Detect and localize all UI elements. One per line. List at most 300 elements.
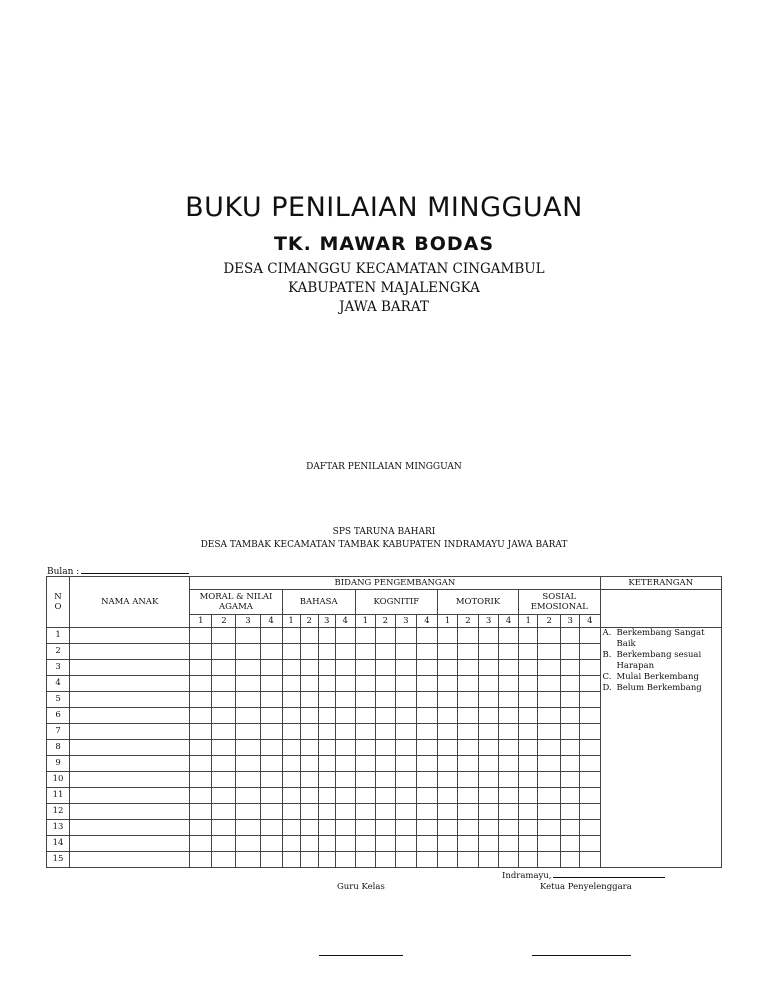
score-cell[interactable] — [416, 660, 437, 676]
score-cell[interactable] — [236, 804, 260, 820]
score-cell[interactable] — [335, 756, 355, 772]
score-cell[interactable] — [538, 740, 561, 756]
score-cell[interactable] — [479, 724, 499, 740]
score-cell[interactable] — [561, 724, 580, 740]
score-cell[interactable] — [395, 788, 416, 804]
score-cell[interactable] — [437, 644, 457, 660]
score-cell[interactable] — [416, 676, 437, 692]
score-cell[interactable] — [561, 820, 580, 836]
score-cell[interactable] — [499, 692, 519, 708]
score-cell[interactable] — [580, 724, 600, 740]
score-cell[interactable] — [236, 852, 260, 868]
score-cell[interactable] — [437, 708, 457, 724]
score-cell[interactable] — [375, 676, 395, 692]
score-cell[interactable] — [190, 692, 212, 708]
score-cell[interactable] — [416, 740, 437, 756]
score-cell[interactable] — [519, 788, 538, 804]
score-cell[interactable] — [282, 852, 300, 868]
score-cell[interactable] — [300, 628, 318, 644]
score-cell[interactable] — [318, 852, 335, 868]
score-cell[interactable] — [479, 852, 499, 868]
score-cell[interactable] — [282, 676, 300, 692]
score-cell[interactable] — [300, 708, 318, 724]
score-cell[interactable] — [457, 788, 478, 804]
child-name-cell[interactable] — [70, 692, 190, 708]
score-cell[interactable] — [355, 740, 375, 756]
score-cell[interactable] — [190, 772, 212, 788]
score-cell[interactable] — [457, 692, 478, 708]
score-cell[interactable] — [561, 772, 580, 788]
score-cell[interactable] — [318, 628, 335, 644]
score-cell[interactable] — [519, 820, 538, 836]
score-cell[interactable] — [561, 708, 580, 724]
child-name-cell[interactable] — [70, 708, 190, 724]
score-cell[interactable] — [282, 772, 300, 788]
score-cell[interactable] — [190, 852, 212, 868]
score-cell[interactable] — [580, 692, 600, 708]
score-cell[interactable] — [561, 740, 580, 756]
date-blank[interactable] — [553, 869, 665, 878]
score-cell[interactable] — [580, 644, 600, 660]
score-cell[interactable] — [260, 692, 282, 708]
score-cell[interactable] — [236, 628, 260, 644]
score-cell[interactable] — [561, 836, 580, 852]
score-cell[interactable] — [499, 788, 519, 804]
score-cell[interactable] — [375, 820, 395, 836]
score-cell[interactable] — [437, 660, 457, 676]
score-cell[interactable] — [416, 820, 437, 836]
score-cell[interactable] — [282, 644, 300, 660]
score-cell[interactable] — [260, 644, 282, 660]
score-cell[interactable] — [538, 724, 561, 740]
score-cell[interactable] — [538, 804, 561, 820]
score-cell[interactable] — [538, 708, 561, 724]
score-cell[interactable] — [236, 836, 260, 852]
score-cell[interactable] — [282, 820, 300, 836]
score-cell[interactable] — [190, 836, 212, 852]
score-cell[interactable] — [300, 788, 318, 804]
score-cell[interactable] — [479, 628, 499, 644]
score-cell[interactable] — [212, 788, 236, 804]
score-cell[interactable] — [479, 676, 499, 692]
score-cell[interactable] — [335, 708, 355, 724]
score-cell[interactable] — [355, 676, 375, 692]
score-cell[interactable] — [300, 692, 318, 708]
score-cell[interactable] — [499, 724, 519, 740]
score-cell[interactable] — [318, 804, 335, 820]
score-cell[interactable] — [190, 804, 212, 820]
score-cell[interactable] — [479, 820, 499, 836]
score-cell[interactable] — [538, 660, 561, 676]
score-cell[interactable] — [395, 820, 416, 836]
child-name-cell[interactable] — [70, 836, 190, 852]
score-cell[interactable] — [375, 772, 395, 788]
score-cell[interactable] — [457, 804, 478, 820]
score-cell[interactable] — [212, 836, 236, 852]
score-cell[interactable] — [212, 852, 236, 868]
score-cell[interactable] — [260, 820, 282, 836]
score-cell[interactable] — [519, 756, 538, 772]
score-cell[interactable] — [212, 692, 236, 708]
score-cell[interactable] — [561, 628, 580, 644]
score-cell[interactable] — [395, 756, 416, 772]
score-cell[interactable] — [416, 724, 437, 740]
score-cell[interactable] — [519, 692, 538, 708]
score-cell[interactable] — [561, 676, 580, 692]
child-name-cell[interactable] — [70, 644, 190, 660]
score-cell[interactable] — [335, 692, 355, 708]
score-cell[interactable] — [318, 724, 335, 740]
score-cell[interactable] — [335, 740, 355, 756]
score-cell[interactable] — [282, 708, 300, 724]
child-name-cell[interactable] — [70, 628, 190, 644]
score-cell[interactable] — [318, 772, 335, 788]
score-cell[interactable] — [457, 660, 478, 676]
score-cell[interactable] — [580, 660, 600, 676]
score-cell[interactable] — [499, 644, 519, 660]
score-cell[interactable] — [561, 644, 580, 660]
score-cell[interactable] — [479, 788, 499, 804]
score-cell[interactable] — [335, 772, 355, 788]
score-cell[interactable] — [499, 740, 519, 756]
score-cell[interactable] — [260, 836, 282, 852]
score-cell[interactable] — [375, 852, 395, 868]
score-cell[interactable] — [375, 708, 395, 724]
score-cell[interactable] — [580, 804, 600, 820]
score-cell[interactable] — [355, 836, 375, 852]
score-cell[interactable] — [416, 852, 437, 868]
score-cell[interactable] — [355, 788, 375, 804]
score-cell[interactable] — [437, 836, 457, 852]
ketua-signature-line[interactable] — [532, 955, 631, 956]
score-cell[interactable] — [580, 788, 600, 804]
score-cell[interactable] — [561, 660, 580, 676]
score-cell[interactable] — [335, 628, 355, 644]
score-cell[interactable] — [538, 644, 561, 660]
score-cell[interactable] — [212, 804, 236, 820]
score-cell[interactable] — [212, 676, 236, 692]
score-cell[interactable] — [499, 836, 519, 852]
score-cell[interactable] — [300, 820, 318, 836]
score-cell[interactable] — [457, 708, 478, 724]
score-cell[interactable] — [479, 836, 499, 852]
score-cell[interactable] — [335, 676, 355, 692]
child-name-cell[interactable] — [70, 772, 190, 788]
score-cell[interactable] — [355, 772, 375, 788]
score-cell[interactable] — [282, 740, 300, 756]
score-cell[interactable] — [282, 660, 300, 676]
score-cell[interactable] — [335, 660, 355, 676]
score-cell[interactable] — [190, 740, 212, 756]
score-cell[interactable] — [437, 628, 457, 644]
score-cell[interactable] — [236, 756, 260, 772]
bulan-blank[interactable] — [81, 565, 189, 574]
score-cell[interactable] — [300, 804, 318, 820]
score-cell[interactable] — [416, 628, 437, 644]
score-cell[interactable] — [212, 820, 236, 836]
score-cell[interactable] — [318, 788, 335, 804]
score-cell[interactable] — [236, 724, 260, 740]
score-cell[interactable] — [479, 692, 499, 708]
score-cell[interactable] — [519, 708, 538, 724]
score-cell[interactable] — [395, 804, 416, 820]
score-cell[interactable] — [395, 692, 416, 708]
score-cell[interactable] — [282, 692, 300, 708]
child-name-cell[interactable] — [70, 788, 190, 804]
score-cell[interactable] — [212, 724, 236, 740]
score-cell[interactable] — [260, 852, 282, 868]
score-cell[interactable] — [437, 820, 457, 836]
score-cell[interactable] — [499, 820, 519, 836]
score-cell[interactable] — [580, 772, 600, 788]
score-cell[interactable] — [538, 772, 561, 788]
score-cell[interactable] — [457, 740, 478, 756]
score-cell[interactable] — [580, 852, 600, 868]
score-cell[interactable] — [282, 788, 300, 804]
score-cell[interactable] — [499, 676, 519, 692]
score-cell[interactable] — [212, 628, 236, 644]
score-cell[interactable] — [519, 660, 538, 676]
score-cell[interactable] — [561, 804, 580, 820]
score-cell[interactable] — [375, 804, 395, 820]
score-cell[interactable] — [335, 836, 355, 852]
score-cell[interactable] — [318, 836, 335, 852]
score-cell[interactable] — [260, 708, 282, 724]
score-cell[interactable] — [416, 804, 437, 820]
child-name-cell[interactable] — [70, 660, 190, 676]
score-cell[interactable] — [236, 772, 260, 788]
score-cell[interactable] — [416, 772, 437, 788]
score-cell[interactable] — [457, 836, 478, 852]
score-cell[interactable] — [395, 852, 416, 868]
score-cell[interactable] — [561, 852, 580, 868]
score-cell[interactable] — [318, 692, 335, 708]
score-cell[interactable] — [580, 708, 600, 724]
score-cell[interactable] — [561, 692, 580, 708]
score-cell[interactable] — [335, 852, 355, 868]
score-cell[interactable] — [499, 756, 519, 772]
score-cell[interactable] — [260, 788, 282, 804]
score-cell[interactable] — [212, 772, 236, 788]
score-cell[interactable] — [190, 628, 212, 644]
child-name-cell[interactable] — [70, 820, 190, 836]
score-cell[interactable] — [212, 740, 236, 756]
score-cell[interactable] — [457, 644, 478, 660]
score-cell[interactable] — [318, 756, 335, 772]
score-cell[interactable] — [538, 676, 561, 692]
score-cell[interactable] — [499, 708, 519, 724]
score-cell[interactable] — [437, 852, 457, 868]
score-cell[interactable] — [499, 772, 519, 788]
score-cell[interactable] — [580, 820, 600, 836]
score-cell[interactable] — [282, 628, 300, 644]
score-cell[interactable] — [457, 756, 478, 772]
score-cell[interactable] — [355, 724, 375, 740]
score-cell[interactable] — [355, 708, 375, 724]
score-cell[interactable] — [260, 740, 282, 756]
score-cell[interactable] — [355, 804, 375, 820]
score-cell[interactable] — [479, 772, 499, 788]
score-cell[interactable] — [538, 628, 561, 644]
score-cell[interactable] — [479, 756, 499, 772]
score-cell[interactable] — [236, 708, 260, 724]
score-cell[interactable] — [437, 772, 457, 788]
score-cell[interactable] — [538, 756, 561, 772]
score-cell[interactable] — [395, 740, 416, 756]
score-cell[interactable] — [519, 724, 538, 740]
score-cell[interactable] — [236, 788, 260, 804]
score-cell[interactable] — [190, 820, 212, 836]
score-cell[interactable] — [260, 772, 282, 788]
score-cell[interactable] — [300, 740, 318, 756]
score-cell[interactable] — [300, 724, 318, 740]
score-cell[interactable] — [519, 644, 538, 660]
score-cell[interactable] — [479, 644, 499, 660]
score-cell[interactable] — [561, 788, 580, 804]
score-cell[interactable] — [416, 756, 437, 772]
score-cell[interactable] — [300, 772, 318, 788]
score-cell[interactable] — [519, 852, 538, 868]
score-cell[interactable] — [236, 644, 260, 660]
score-cell[interactable] — [190, 676, 212, 692]
score-cell[interactable] — [499, 852, 519, 868]
score-cell[interactable] — [416, 788, 437, 804]
score-cell[interactable] — [395, 836, 416, 852]
score-cell[interactable] — [416, 692, 437, 708]
score-cell[interactable] — [318, 676, 335, 692]
child-name-cell[interactable] — [70, 804, 190, 820]
score-cell[interactable] — [375, 788, 395, 804]
score-cell[interactable] — [260, 660, 282, 676]
score-cell[interactable] — [395, 772, 416, 788]
score-cell[interactable] — [318, 644, 335, 660]
score-cell[interactable] — [437, 676, 457, 692]
score-cell[interactable] — [538, 788, 561, 804]
score-cell[interactable] — [395, 628, 416, 644]
score-cell[interactable] — [375, 644, 395, 660]
score-cell[interactable] — [300, 756, 318, 772]
score-cell[interactable] — [300, 676, 318, 692]
score-cell[interactable] — [416, 644, 437, 660]
score-cell[interactable] — [318, 660, 335, 676]
score-cell[interactable] — [580, 836, 600, 852]
child-name-cell[interactable] — [70, 756, 190, 772]
score-cell[interactable] — [282, 836, 300, 852]
score-cell[interactable] — [335, 820, 355, 836]
score-cell[interactable] — [260, 756, 282, 772]
score-cell[interactable] — [395, 660, 416, 676]
score-cell[interactable] — [375, 724, 395, 740]
score-cell[interactable] — [190, 660, 212, 676]
score-cell[interactable] — [335, 804, 355, 820]
score-cell[interactable] — [260, 676, 282, 692]
score-cell[interactable] — [457, 676, 478, 692]
score-cell[interactable] — [538, 852, 561, 868]
score-cell[interactable] — [580, 628, 600, 644]
score-cell[interactable] — [580, 756, 600, 772]
score-cell[interactable] — [375, 660, 395, 676]
score-cell[interactable] — [457, 724, 478, 740]
score-cell[interactable] — [519, 628, 538, 644]
score-cell[interactable] — [437, 804, 457, 820]
score-cell[interactable] — [282, 804, 300, 820]
score-cell[interactable] — [318, 740, 335, 756]
score-cell[interactable] — [457, 820, 478, 836]
score-cell[interactable] — [437, 692, 457, 708]
score-cell[interactable] — [538, 820, 561, 836]
score-cell[interactable] — [561, 756, 580, 772]
score-cell[interactable] — [519, 740, 538, 756]
score-cell[interactable] — [355, 628, 375, 644]
score-cell[interactable] — [236, 660, 260, 676]
score-cell[interactable] — [300, 852, 318, 868]
score-cell[interactable] — [499, 628, 519, 644]
score-cell[interactable] — [580, 676, 600, 692]
score-cell[interactable] — [479, 740, 499, 756]
score-cell[interactable] — [212, 644, 236, 660]
score-cell[interactable] — [300, 644, 318, 660]
score-cell[interactable] — [395, 676, 416, 692]
score-cell[interactable] — [437, 756, 457, 772]
score-cell[interactable] — [457, 852, 478, 868]
score-cell[interactable] — [236, 692, 260, 708]
score-cell[interactable] — [335, 788, 355, 804]
score-cell[interactable] — [335, 644, 355, 660]
score-cell[interactable] — [260, 724, 282, 740]
child-name-cell[interactable] — [70, 852, 190, 868]
score-cell[interactable] — [355, 660, 375, 676]
score-cell[interactable] — [355, 820, 375, 836]
score-cell[interactable] — [375, 628, 395, 644]
score-cell[interactable] — [300, 836, 318, 852]
score-cell[interactable] — [335, 724, 355, 740]
score-cell[interactable] — [375, 692, 395, 708]
score-cell[interactable] — [395, 724, 416, 740]
child-name-cell[interactable] — [70, 724, 190, 740]
score-cell[interactable] — [416, 836, 437, 852]
score-cell[interactable] — [318, 708, 335, 724]
score-cell[interactable] — [212, 660, 236, 676]
score-cell[interactable] — [395, 708, 416, 724]
score-cell[interactable] — [236, 740, 260, 756]
score-cell[interactable] — [479, 660, 499, 676]
score-cell[interactable] — [282, 724, 300, 740]
score-cell[interactable] — [499, 804, 519, 820]
score-cell[interactable] — [375, 836, 395, 852]
score-cell[interactable] — [457, 628, 478, 644]
score-cell[interactable] — [519, 772, 538, 788]
score-cell[interactable] — [355, 756, 375, 772]
score-cell[interactable] — [300, 660, 318, 676]
score-cell[interactable] — [519, 676, 538, 692]
score-cell[interactable] — [519, 836, 538, 852]
child-name-cell[interactable] — [70, 740, 190, 756]
score-cell[interactable] — [457, 772, 478, 788]
guru-signature-line[interactable] — [319, 955, 403, 956]
score-cell[interactable] — [212, 708, 236, 724]
score-cell[interactable] — [212, 756, 236, 772]
score-cell[interactable] — [355, 852, 375, 868]
score-cell[interactable] — [499, 660, 519, 676]
child-name-cell[interactable] — [70, 676, 190, 692]
score-cell[interactable] — [538, 692, 561, 708]
score-cell[interactable] — [479, 708, 499, 724]
score-cell[interactable] — [580, 740, 600, 756]
score-cell[interactable] — [236, 820, 260, 836]
score-cell[interactable] — [479, 804, 499, 820]
score-cell[interactable] — [260, 804, 282, 820]
score-cell[interactable] — [190, 756, 212, 772]
